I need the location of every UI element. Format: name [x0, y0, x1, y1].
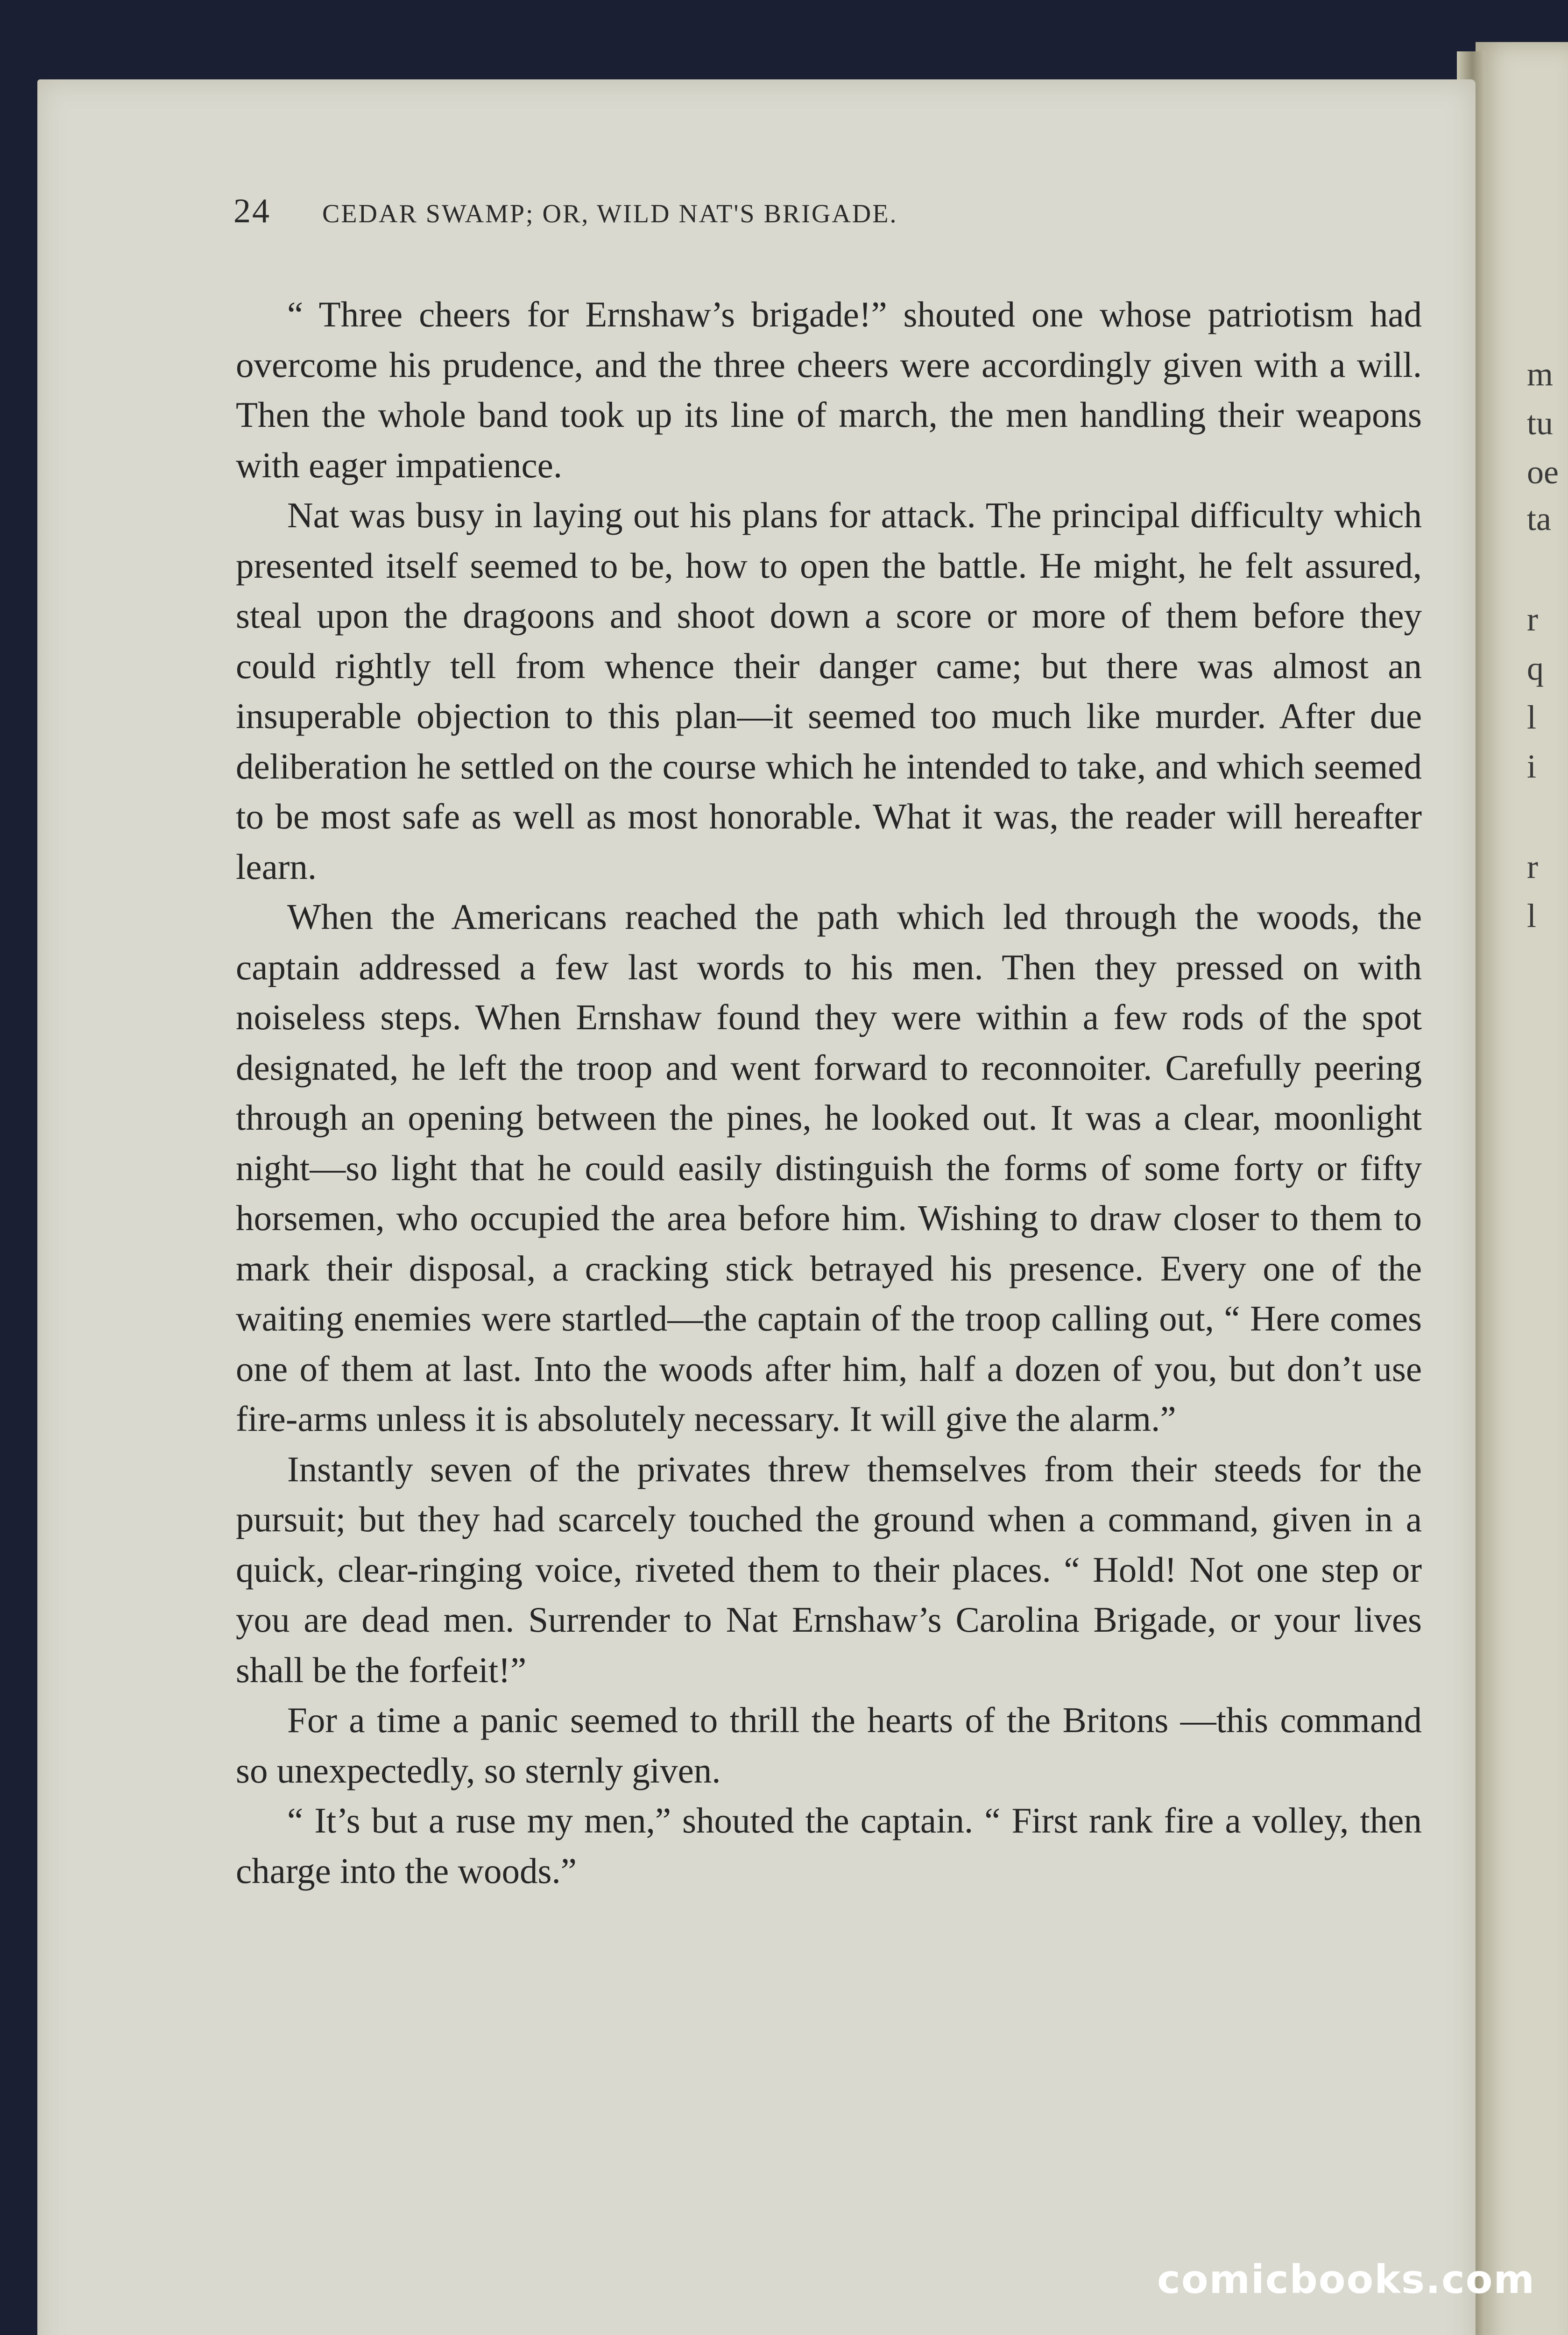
- body-text: [236, 290, 1422, 1896]
- paragraph: For a time a panic seemed to thrill the hearts of the Britons —this command so unexpectedly, so sternly given.: [236, 1700, 1422, 1790]
- paragraph: Nat was busy in laying out his plans for attack. The principal difficulty which presented itself seemed to be, how to open the battle. He might, he felt assured, steal upon the dragoons and shoot down a score or more of them before they could rightly tell from whence their danger came; but there was almost an insuperable objection to this plan—it seemed too much like murder. After due deliberation he settled on the course which he intended to take, and which seemed to be most safe as well as most honorable. What it was, the reader will hereafter learn.: [236, 495, 1422, 887]
- facing-page-edge: [1476, 42, 1568, 2335]
- facing-page-fragment: r: [1527, 848, 1538, 885]
- facing-page-fragment: ta: [1527, 500, 1551, 538]
- facing-page-fragment: r: [1527, 601, 1538, 638]
- paragraph: When the Americans reached the path which led through the woods, the captain addressed a few last words to his men. Then they pressed on with noiseless steps. When Ernshaw found they were within a few rods of the spot designated, he left the troop and went forward to reconnoiter. Carefully peering through an opening between the pines, he looked out. It was a clear, moonlight night—so light that he could easily distinguish the forms of some forty or fifty horsemen, who occupied the area before him. Wishing to draw closer to them to mark their disposal, a cracking stick betrayed his presence. Every one of the waiting enemies were startled—the captain of the troop calling out, “ Here comes one of them at last. Into the woods after him, half a dozen of you, but don’t use fire-arms unless it is absolutely necessary. It will give the alarm.”: [236, 897, 1422, 1439]
- page-number: 24: [233, 192, 271, 230]
- facing-page-fragment: q: [1527, 650, 1544, 687]
- site-watermark: comicbooks.com: [1157, 2257, 1535, 2302]
- facing-page-fragment: i: [1527, 748, 1537, 785]
- paragraph: “ Three cheers for Ernshaw’s brigade!” shouted one whose patriotism had overcome his prudence, and the three cheers were accordingly given with a will. Then the whole band took up its line of march, the men handling their weapons with eager impatience.: [236, 294, 1422, 485]
- facing-page-fragment: l: [1527, 699, 1537, 736]
- facing-page-fragment: m: [1527, 355, 1554, 393]
- facing-page-fragment: tu: [1527, 404, 1554, 442]
- paragraph: “ It’s but a ruse my men,” shouted the captain. “ First rank fire a volley, then charge into the woods.”: [236, 1800, 1422, 1891]
- facing-page-fragment: oe: [1527, 453, 1559, 491]
- facing-page-fragment: l: [1527, 897, 1537, 934]
- paragraph: Instantly seven of the privates threw themselves from their steeds for the pursuit; but they had scarcely touched the ground when a command, given in a quick, clear-ringing voice, riveted them to their places. “ Hold! Not one step or you are dead men. Surrender to Nat Ernshaw’s Carolina Brigade, or your lives shall be the forfeit!”: [236, 1449, 1422, 1690]
- running-head: CEDAR SWAMP; OR, WILD NAT'S BRIGADE.: [322, 199, 898, 228]
- page-header: [233, 191, 1448, 231]
